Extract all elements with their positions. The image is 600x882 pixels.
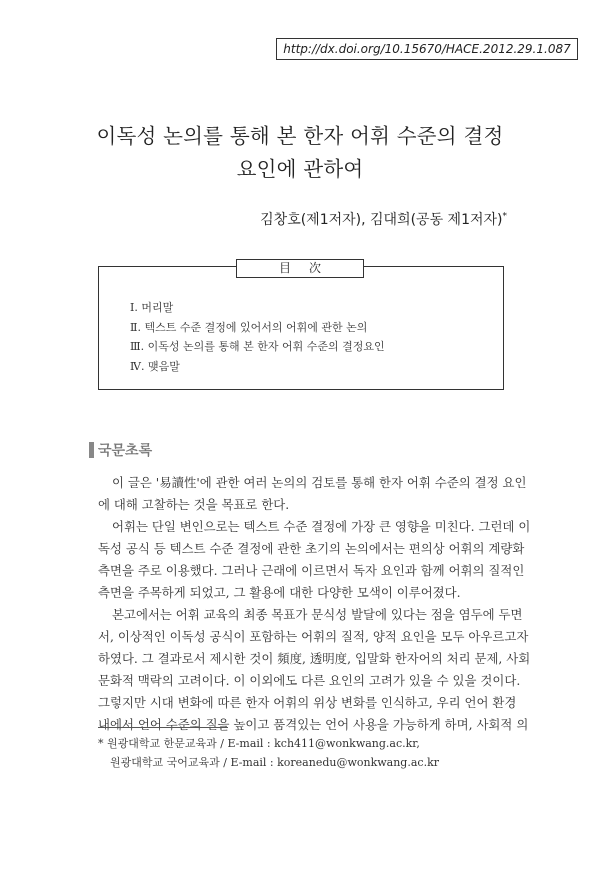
abstract-line-5: 측면을 주로 이용했다. 그러나 근래에 이르면서 독자 요인과 함께 어휘의 질적인 [98, 563, 525, 578]
abstract-line-2: 에 대해 고찰하는 것을 목표로 한다. [98, 497, 290, 512]
abstract-line-6: 측면을 주목하게 되었고, 그 활용에 대한 다양한 모색이 이루어졌다. [98, 585, 461, 600]
author-names: 김창호(제1저자), 김대희(공동 제1저자) [260, 212, 503, 228]
footnotes [98, 734, 439, 772]
abstract-line-4: 독성 공식 등 텍스트 수준 결정에 관한 초기의 논의에서는 편의상 어휘의 계량화 [98, 541, 525, 556]
toc-item-4: Ⅳ. 맺음말 [130, 359, 180, 373]
paper-title-line-1: 이독성 논의를 통해 본 한자 어휘 수준의 결정 [96, 124, 504, 148]
toc-list [130, 298, 385, 376]
abstract-line-9: 하였다. 그 결과로서 제시한 것이 頻度, 透明度, 입말화 한자어의 처리 문제, 사회 [98, 651, 531, 666]
abstract-line-7: 본고에서는 어휘 교육의 최종 목표가 문식성 발달에 있다는 점을 염두에 두면 [112, 607, 523, 622]
abstract-line-8: 서, 이상적인 이독성 공식이 포함하는 어휘의 질적, 양적 요인을 모두 아우르고자 [98, 629, 529, 644]
paper-title-line-2: 요인에 관하여 [236, 157, 364, 181]
doi-link[interactable]: http://dx.doi.org/10.15670/HACE.2012.29.1.087 [276, 38, 578, 60]
abstract-line-10: 문화적 맥락의 고려이다. 이 이외에도 다른 요인의 고려가 있을 수 있을 것이다. [98, 673, 521, 688]
abstract-line-3: 어휘는 단일 변인으로는 텍스트 수준 결정에 가장 큰 영향을 미친다. 그런데 이 [112, 519, 531, 534]
toc-item-1: Ⅰ. 머리말 [130, 301, 174, 314]
heading-bar-marker [89, 442, 94, 458]
toc-label: 目次 [236, 259, 364, 278]
abstract-heading-text: 국문초록 [98, 443, 153, 459]
author-list [260, 209, 507, 229]
abstract-line-12: 내에서 언어 수준의 질을 높이고 품격있는 언어 사용을 가능하게 하며, 사회적 의 [98, 717, 529, 732]
toc-item-3: Ⅲ. 이독성 논의를 통해 본 한자 어휘 수준의 결정요인 [130, 340, 385, 354]
toc-item-2: Ⅱ. 텍스트 수준 결정에 있어서의 어휘에 관한 논의 [130, 320, 368, 334]
footnote-line-2: 원광대학교 국어교육과 / E-mail : koreanedu@wonkwang.ac.kr [110, 756, 439, 769]
abstract-line-11: 그렇지만 시대 변화에 따른 한자 어휘의 위상 변화를 인식하고, 우리 언어 환경 [98, 695, 517, 710]
abstract-body [98, 472, 531, 736]
abstract-line-1: 이 글은 '易讀性'에 관한 여러 논의의 검토를 통해 한자 어휘 수준의 결정 요인 [112, 475, 527, 490]
author-footnote-mark: * [502, 211, 507, 222]
abstract-heading [89, 439, 152, 461]
footnote-line-1: * 원광대학교 한문교육과 / E-mail : kch411@wonkwang.ac.kr, [98, 737, 420, 750]
footnote-divider [98, 727, 228, 728]
